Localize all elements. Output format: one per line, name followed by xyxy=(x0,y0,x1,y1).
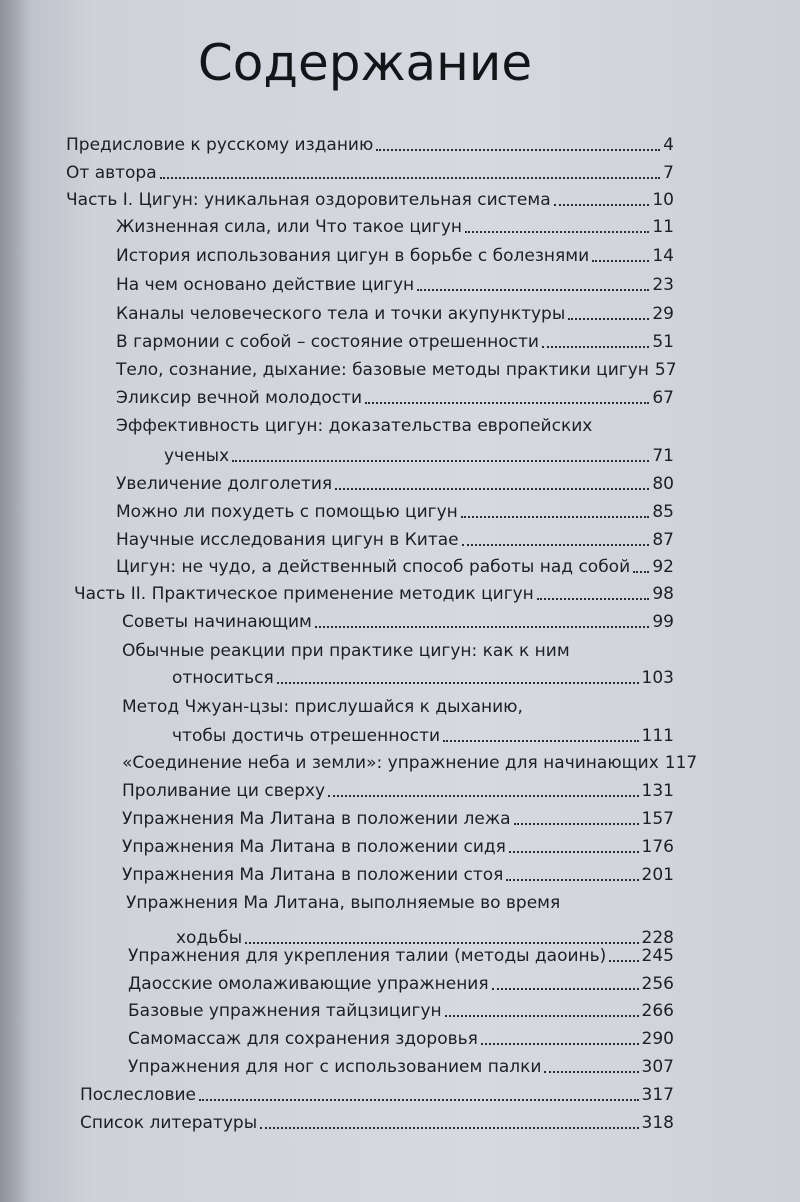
toc-entry-title: «Соединение неба и земли»: упражнение для начинающих xyxy=(122,753,659,773)
toc-page-number: 71 xyxy=(652,446,674,466)
toc-entry[interactable] xyxy=(128,946,674,966)
toc-entry[interactable] xyxy=(66,163,674,183)
toc-entry-title: Базовые упражнения тайцзицигун xyxy=(128,1001,442,1021)
page-title: Содержание xyxy=(197,34,533,92)
dot-leader xyxy=(445,1015,639,1017)
toc-entry-title: В гармонии с собой – состояние отрешенности xyxy=(116,332,539,352)
toc-entry-title-continued: ученых xyxy=(164,446,230,466)
dot-leader xyxy=(160,177,661,179)
toc-entry-title: Предисловие к русскому изданию xyxy=(66,135,374,155)
dot-leader xyxy=(335,488,649,490)
toc-entry[interactable] xyxy=(80,1085,674,1105)
toc-entry[interactable] xyxy=(116,304,674,324)
toc-entry-title-continued: чтобы достичь отрешенности xyxy=(172,726,441,746)
toc-entry-title: Упражнения Ма Литана в положении сидя xyxy=(122,837,506,857)
dot-leader xyxy=(509,851,639,853)
toc-entry-title: Список литературы xyxy=(80,1113,258,1133)
dot-leader xyxy=(376,149,660,151)
toc-entry-title: Каналы человеческого тела и точки акупунктуры xyxy=(116,304,566,324)
toc-entry[interactable] xyxy=(122,612,674,632)
dot-leader xyxy=(232,460,649,462)
toc-entry-title: Цигун: не чудо, а действенный способ работы над собой xyxy=(116,557,631,577)
toc-entry[interactable] xyxy=(116,502,674,522)
toc-entry[interactable] xyxy=(66,190,674,210)
toc-entry[interactable] xyxy=(122,837,674,857)
toc-page-number: 256 xyxy=(641,974,674,994)
toc-entry-title-continued: ходьбы xyxy=(176,928,243,948)
dot-leader xyxy=(365,402,649,404)
toc-entry-title: Увеличение долголетия xyxy=(116,474,333,494)
toc-page-number: 92 xyxy=(652,557,674,577)
toc-entry[interactable] xyxy=(116,332,674,352)
dot-leader xyxy=(481,1043,639,1045)
toc-page-number: 57 xyxy=(654,360,677,380)
toc-entry-title: Упражнения Ма Литана, выполняемые во время xyxy=(126,893,561,913)
dot-leader xyxy=(492,988,639,990)
toc-entry-title: Часть I. Цигун: уникальная оздоровительная система xyxy=(66,190,551,210)
toc-page-number: 98 xyxy=(652,584,674,604)
toc-page-number: 317 xyxy=(641,1085,674,1105)
dot-leader xyxy=(462,544,650,546)
toc-entry[interactable] xyxy=(128,1057,674,1077)
toc-page-number: 266 xyxy=(641,1001,674,1021)
dot-leader xyxy=(260,1127,638,1129)
toc-page-number: 307 xyxy=(641,1057,674,1077)
toc-entry[interactable] xyxy=(122,865,674,885)
toc-entry[interactable] xyxy=(116,557,674,577)
dot-leader xyxy=(554,204,650,206)
toc-page-number: 7 xyxy=(663,163,674,183)
toc-entry-title: На чем основано действие цигун xyxy=(116,275,415,295)
toc-entry[interactable] xyxy=(116,530,674,550)
dot-leader xyxy=(633,571,649,573)
toc-entry-title: Упражнения для укрепления талии (методы даоинь) xyxy=(128,946,607,966)
toc-entry[interactable] xyxy=(164,446,674,466)
toc-entry-title: Упражнения для ног с использованием палки xyxy=(128,1057,542,1077)
dot-leader xyxy=(443,740,638,742)
toc-page-number: 318 xyxy=(641,1113,674,1133)
toc-entry-title: Обычные реакции при практике цигун: как к ним xyxy=(122,641,570,661)
toc-entry-title: Часть II. Практическое применение методик цигун xyxy=(74,584,534,604)
dot-leader xyxy=(315,626,650,628)
toc-page-number: 85 xyxy=(652,502,674,522)
toc-entry-title: От автора xyxy=(66,163,157,183)
toc-entry[interactable] xyxy=(128,1029,674,1049)
toc-page-number: 4 xyxy=(663,135,674,155)
toc-entry-title: История использования цигун в борьбе с болезнями xyxy=(116,246,590,266)
toc-page-number: 117 xyxy=(664,753,698,773)
toc-entry[interactable] xyxy=(172,726,674,746)
toc-page-number: 201 xyxy=(641,865,674,885)
toc-entry-title: Проливание ци сверху xyxy=(122,781,326,801)
toc-page-number: 111 xyxy=(641,726,674,746)
toc-page-number: 157 xyxy=(641,809,674,829)
toc-entry[interactable] xyxy=(116,474,674,494)
toc-entry[interactable] xyxy=(176,928,674,948)
toc-page-number: 67 xyxy=(652,388,674,408)
toc-page-number: 290 xyxy=(641,1029,674,1049)
toc-page-number: 80 xyxy=(652,474,674,494)
toc-entry-title: Метод Чжуан-цзы: прислушайся к дыханию, xyxy=(122,697,523,717)
dot-leader xyxy=(417,289,649,291)
toc-page-number: 103 xyxy=(641,668,674,688)
dot-leader xyxy=(537,598,650,600)
toc-entry-title: Эффективность цигун: доказательства европейских xyxy=(116,416,593,436)
toc-entry-title: Жизненная сила, или Что такое цигун xyxy=(116,217,463,237)
toc-entry-title: Тело, сознание, дыхание: базовые методы практики цигун xyxy=(116,360,649,380)
dot-leader xyxy=(328,795,638,797)
toc-entry[interactable] xyxy=(66,135,674,155)
toc-entry[interactable] xyxy=(74,584,674,604)
toc-entry[interactable] xyxy=(116,388,674,408)
dot-leader xyxy=(245,942,638,944)
toc-entry-title-continued: относиться xyxy=(172,668,274,688)
toc-page-number: 245 xyxy=(641,946,674,966)
dot-leader xyxy=(277,682,639,684)
dot-leader xyxy=(609,960,638,962)
toc-page-number: 228 xyxy=(641,928,674,948)
toc-entry[interactable] xyxy=(80,1113,674,1133)
toc-entry-title: Можно ли похудеть с помощью цигун xyxy=(116,502,458,522)
toc-page-number: 10 xyxy=(652,190,674,210)
toc-page-number: 99 xyxy=(652,612,674,632)
toc-entry-title: Упражнения Ма Литана в положении стоя xyxy=(122,865,504,885)
toc-entry[interactable] xyxy=(122,753,698,773)
toc-entry[interactable] xyxy=(122,781,674,801)
dot-leader xyxy=(592,260,649,262)
toc-entry-title: Научные исследования цигун в Китае xyxy=(116,530,459,550)
dot-leader xyxy=(544,1071,638,1073)
toc-entry-title: Советы начинающим xyxy=(122,612,312,632)
toc-entry-title: Послесловие xyxy=(80,1085,196,1105)
toc-page-number: 51 xyxy=(652,332,674,352)
toc-page-number: 11 xyxy=(652,217,674,237)
dot-leader xyxy=(514,823,639,825)
toc-page-number: 29 xyxy=(652,304,674,324)
toc-entry-title: Самомассаж для сохранения здоровья xyxy=(128,1029,478,1049)
toc-entry[interactable] xyxy=(116,246,674,266)
dot-leader xyxy=(461,516,650,518)
toc-entry-title: Упражнения Ма Литана в положении лежа xyxy=(122,809,511,829)
toc-entry[interactable] xyxy=(116,275,674,295)
toc-entry[interactable] xyxy=(128,1001,674,1021)
toc-page-number: 23 xyxy=(652,275,674,295)
toc-page-number: 14 xyxy=(652,246,674,266)
dot-leader xyxy=(465,231,649,233)
dot-leader xyxy=(568,318,649,320)
toc-entry-title: Эликсир вечной молодости xyxy=(116,388,363,408)
toc-page-number: 131 xyxy=(641,781,674,801)
toc-entry-title: Даосские омолаживающие упражнения xyxy=(128,974,489,994)
dot-leader xyxy=(542,346,649,348)
toc-entry[interactable] xyxy=(122,809,674,829)
toc-entry[interactable] xyxy=(172,668,674,688)
toc-entry[interactable] xyxy=(116,217,674,237)
toc-page-number: 176 xyxy=(641,837,674,857)
toc-entry[interactable] xyxy=(128,974,674,994)
dot-leader xyxy=(506,879,638,881)
toc-page-number: 87 xyxy=(652,530,674,550)
dot-leader xyxy=(199,1099,639,1101)
toc-entry[interactable] xyxy=(116,360,677,380)
